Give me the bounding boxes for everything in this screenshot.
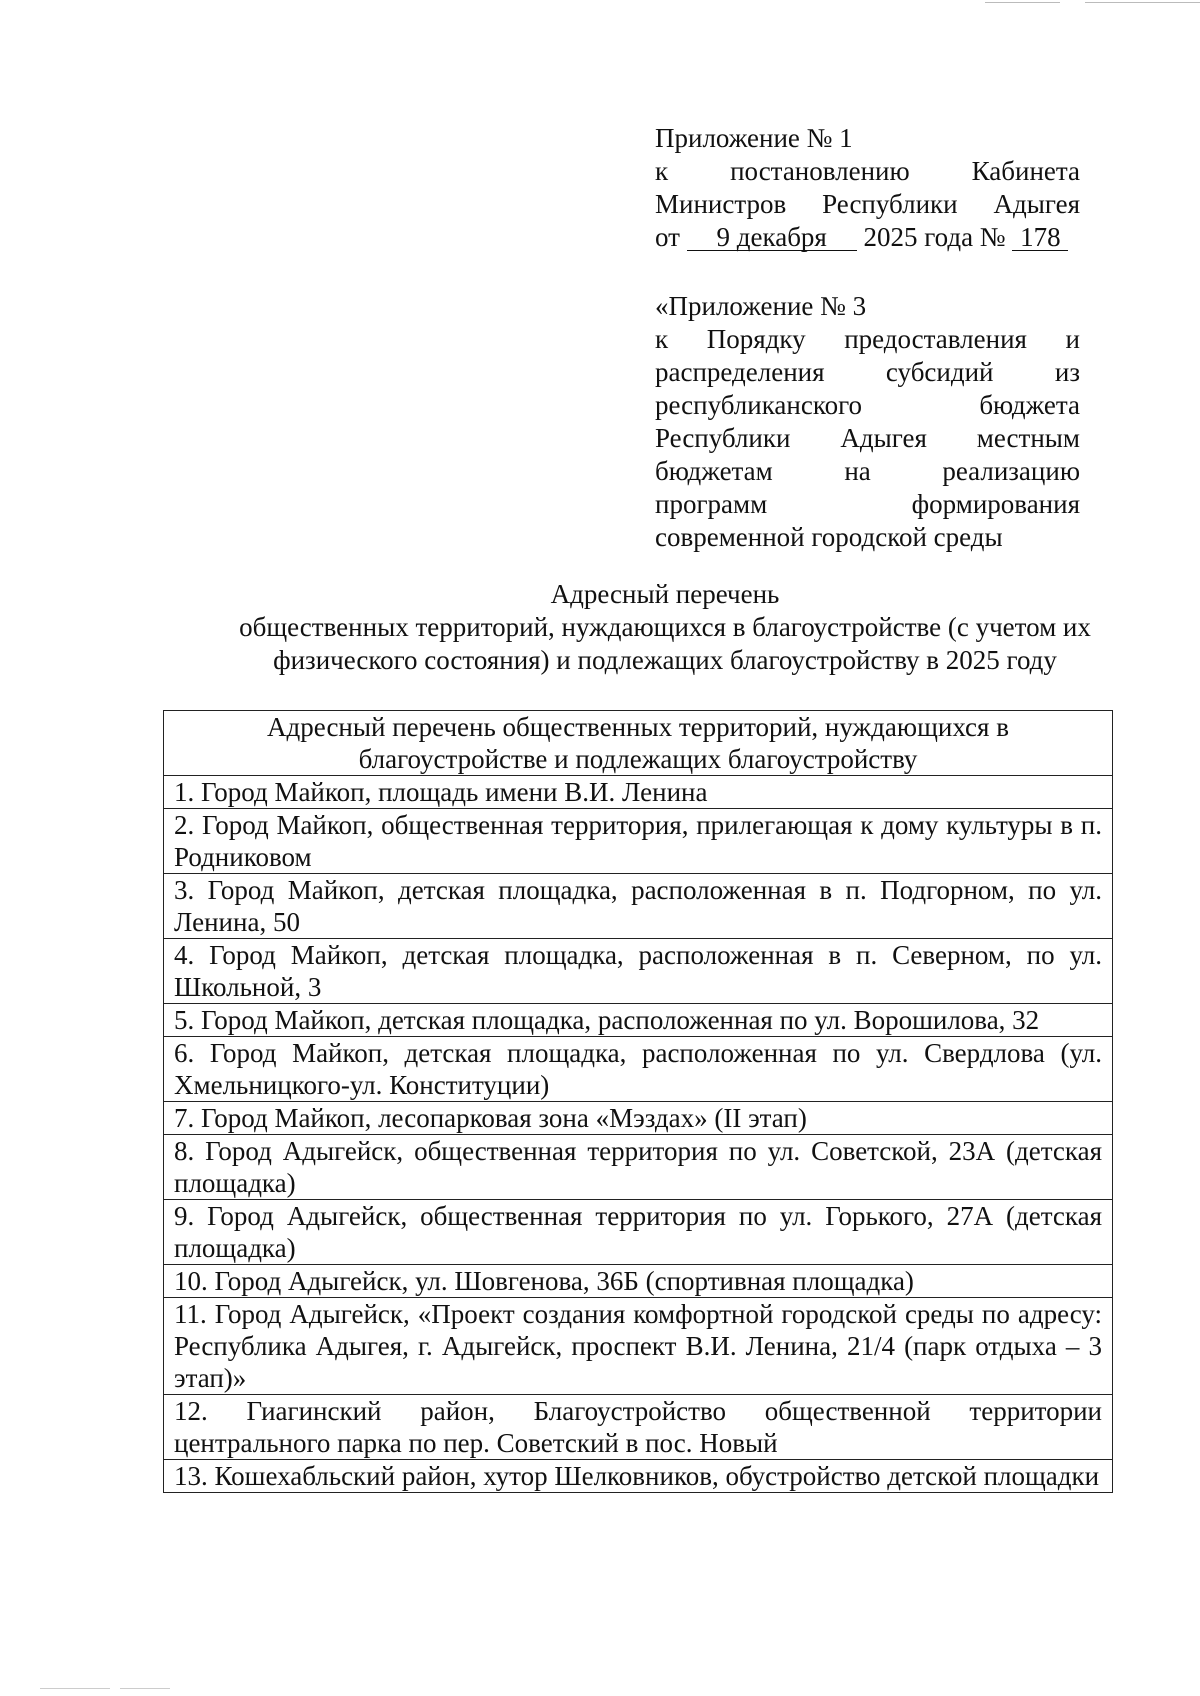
scan-edge-mark	[120, 1688, 170, 1689]
table-row	[164, 776, 1113, 809]
title-line: общественных территорий, нуждающихся в благоустройстве (с учетом их	[239, 612, 1091, 642]
table-header-row	[164, 711, 1113, 776]
table-cell: 4. Город Майкоп, детская площадка, расположенная в п. Северном, по ул. Школьной, 3	[164, 939, 1113, 1004]
appendix-line: Приложение № 1	[655, 123, 853, 153]
appendix-date-line	[655, 221, 1080, 254]
document-title	[120, 578, 1200, 677]
date-field: 9 декабря	[687, 224, 857, 251]
appendix-ref-line: современной городской среды	[655, 522, 1003, 552]
table-cell: 9. Город Адыгейск, общественная территория по ул. Горького, 27А (детская площадка)	[164, 1200, 1113, 1265]
appendix-header	[655, 122, 1080, 254]
table-cell: 5. Город Майкоп, детская площадка, расположенная по ул. Ворошилова, 32	[164, 1004, 1113, 1037]
appendix-line: к постановлению Кабинета	[655, 156, 1080, 186]
appendix-line: Министров Республики Адыгея	[655, 189, 1080, 219]
appendix-ref-line: распределения субсидий из	[655, 357, 1080, 387]
table-header-cell: Адресный перечень общественных территорий, нуждающихся в благоустройстве и подлежащих благоустройству	[164, 711, 1113, 776]
title-line: Адресный перечень	[550, 579, 780, 609]
appendix-ref-line: «Приложение № 3	[655, 291, 867, 321]
year-text: 2025 года №	[863, 222, 1006, 252]
table-row	[164, 1395, 1113, 1460]
table-cell: 13. Кошехабльский район, хутор Шелковников, обустройство детской площадки	[164, 1460, 1113, 1493]
table-cell: 6. Город Майкоп, детская площадка, расположенная по ул. Свердлова (ул. Хмельницкого-ул. Конституции)	[164, 1037, 1113, 1102]
scan-edge-mark	[40, 1688, 110, 1689]
appendix-reference	[655, 290, 1080, 554]
date-prefix: от	[655, 222, 680, 252]
table-row	[164, 809, 1113, 874]
table-cell: 8. Город Адыгейск, общественная территория по ул. Советской, 23А (детская площадка)	[164, 1135, 1113, 1200]
title-line: физического состояния) и подлежащих благоустройству в 2025 году	[273, 645, 1057, 675]
table-row	[164, 1135, 1113, 1200]
table-row	[164, 939, 1113, 1004]
scan-edge-mark	[1085, 2, 1200, 3]
table-row	[164, 1460, 1113, 1493]
appendix-ref-line: бюджетам на реализацию	[655, 456, 1080, 486]
table-cell: 11. Город Адыгейск, «Проект создания комфортной городской среды по адресу: Республика Адыгея, г. Адыгейск, проспект В.И. Ленина, 21/4 (парк отдыха – 3 этап)»	[164, 1298, 1113, 1395]
table-row	[164, 874, 1113, 939]
appendix-ref-line: программ формирования	[655, 489, 1080, 519]
number-field: 178	[1012, 224, 1068, 251]
table-row	[164, 1004, 1113, 1037]
table-cell: 10. Город Адыгейск, ул. Шовгенова, 36Б (спортивная площадка)	[164, 1265, 1113, 1298]
table-cell: 1. Город Майкоп, площадь имени В.И. Ленина	[164, 776, 1113, 809]
table-cell: 7. Город Майкоп, лесопарковая зона «Мэздах» (II этап)	[164, 1102, 1113, 1135]
table-cell: 3. Город Майкоп, детская площадка, расположенная в п. Подгорном, по ул. Ленина, 50	[164, 874, 1113, 939]
table-row	[164, 1298, 1113, 1395]
table-cell: 12. Гиагинский район, Благоустройство общественной территории центрального парка по пер. Советский в пос. Новый	[164, 1395, 1113, 1460]
table-row	[164, 1037, 1113, 1102]
appendix-ref-line: Республики Адыгея местным	[655, 423, 1080, 453]
table-row	[164, 1102, 1113, 1135]
table-cell: 2. Город Майкоп, общественная территория, прилегающая к дому культуры в п. Родниковом	[164, 809, 1113, 874]
appendix-ref-line: к Порядку предоставления и	[655, 324, 1080, 354]
table-row	[164, 1265, 1113, 1298]
table-row	[164, 1200, 1113, 1265]
scan-edge-mark	[985, 2, 1060, 3]
address-list-table	[163, 710, 1113, 1493]
appendix-ref-line: республиканского бюджета	[655, 390, 1080, 420]
